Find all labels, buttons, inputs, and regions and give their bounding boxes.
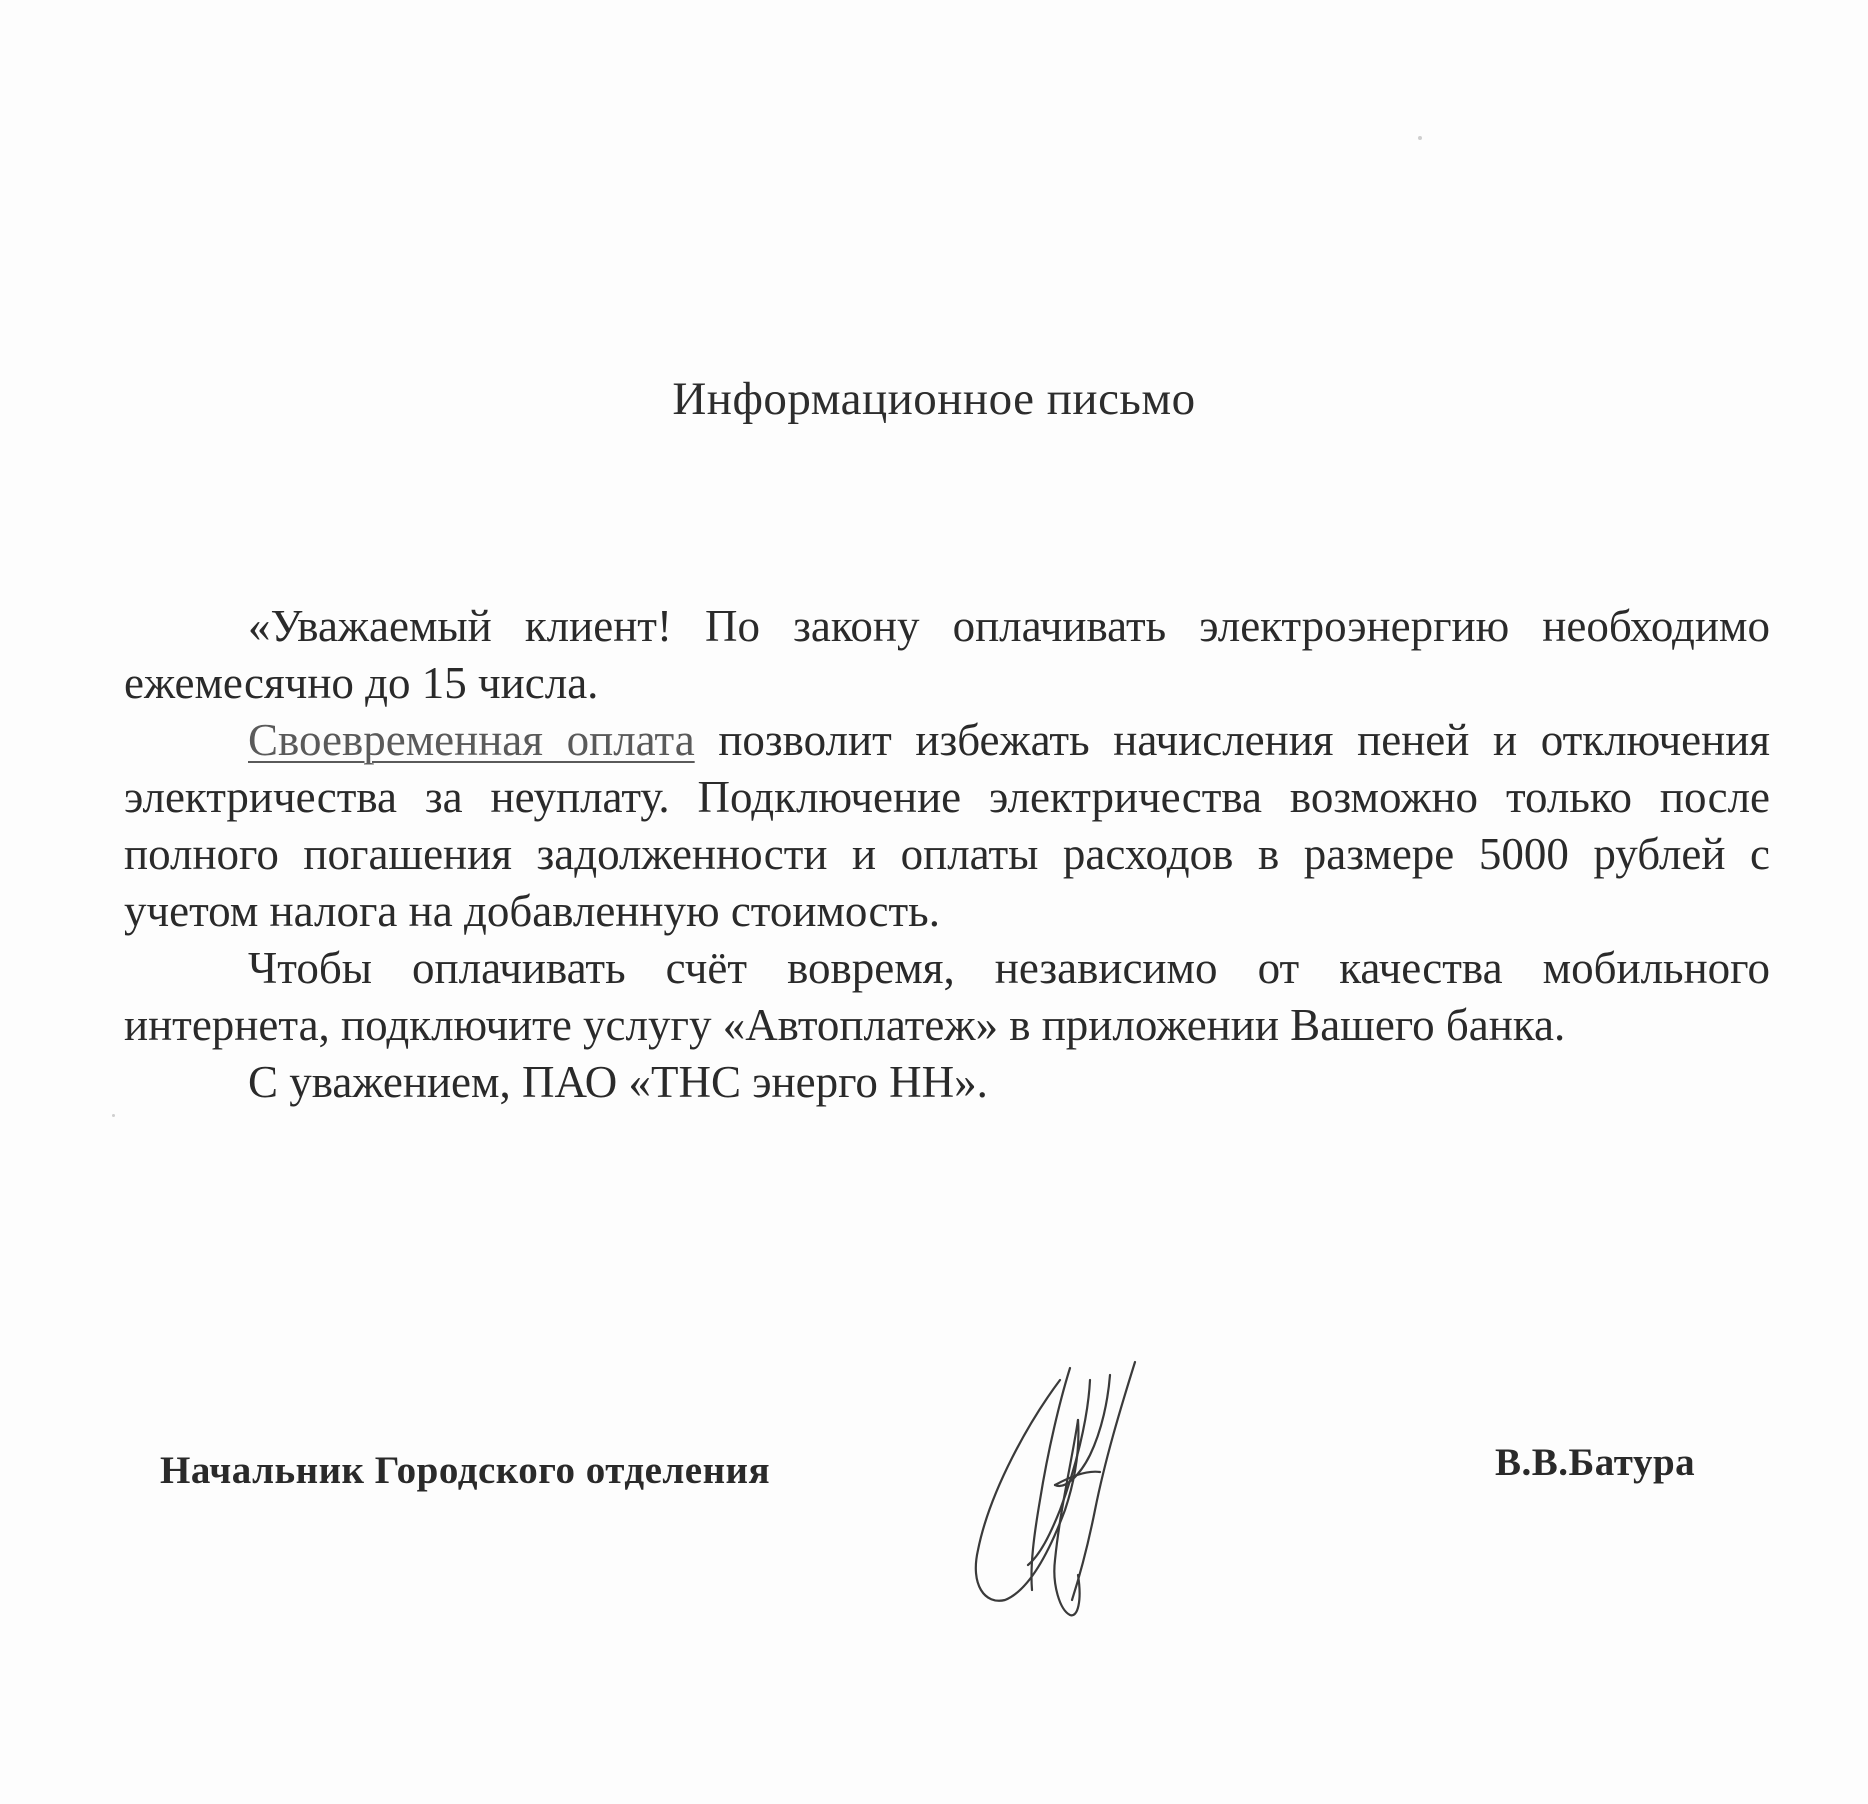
letter-body: [124, 598, 1770, 1111]
paragraph-greeting: «Уважаемый клиент! По закону оплачивать электроэнергию необходимо ежемесячно до 15 числа.: [124, 601, 1770, 708]
position-title: Начальник Городского отделения: [160, 1449, 771, 1492]
letter-title: Информационное письмо: [672, 373, 1196, 425]
paragraph-closing: С уважением, ПАО «ТНС энерго НН».: [248, 1057, 988, 1107]
paragraph-payment-warning-text: позволит избежать начисления пеней и отключения электричества за неуплату. Подключение электричества возможно только после полного погашения задолженности и оплаты расходов в размере 5000 рублей с учетом налога на добавленную стоимость.: [124, 715, 1770, 936]
handwritten-signature: [960, 1360, 1160, 1620]
underlined-phrase: Своевременная оплата: [248, 715, 695, 765]
signer-name: В.В.Батура: [1495, 1441, 1696, 1484]
paragraph-payment-warning: [124, 712, 1770, 940]
paragraph-autopay: Чтобы оплачивать счёт вовремя, независимо от качества мобильного интернета, подключите услугу «Автоплатеж» в приложении Вашего банка.: [124, 943, 1770, 1050]
scan-speck: [112, 1114, 115, 1117]
scan-speck: [1418, 136, 1422, 140]
